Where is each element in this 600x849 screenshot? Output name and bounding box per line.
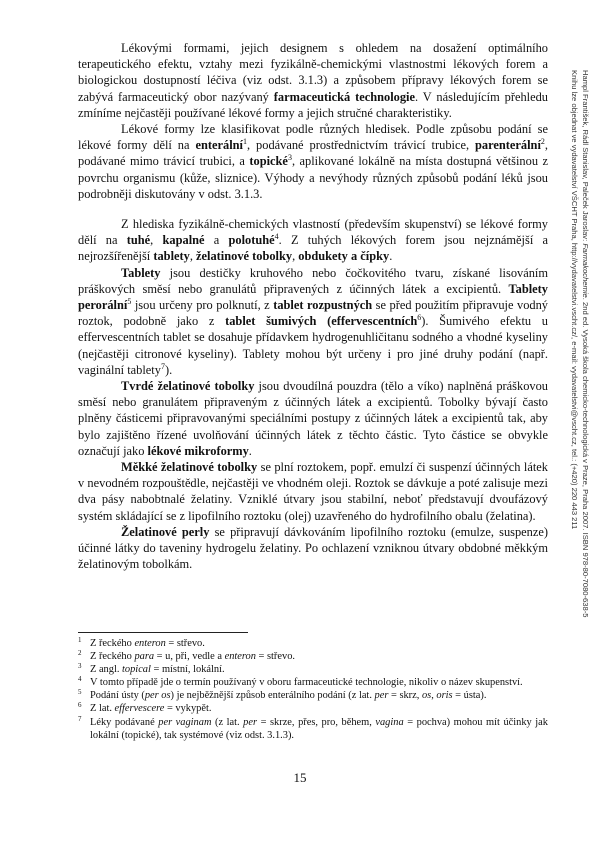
paragraph-physical-state: Z hlediska fyzikálně-chemických vlastností (především skupenství) se lékové formy dělí na tuhé, kapalné a polotuhé$^4$. Z tuhých lékových forem jsou nejznámější a nejrozšířenější tablety, želatinové tobolky, obdukety a čípky.: [78, 217, 548, 264]
footnote-ref[interactable]: 5: [127, 296, 132, 306]
term-tablet-sumivych: tablet šumivých (effervescentních: [225, 314, 418, 329]
paragraph-hard-capsules: Tvrdé želatinové tobolky jsou dvoudílná pouzdra (tělo a víko) naplněná práškovou směsí nebo granulátem připraveným z účinných látek a excipientů. Tobolky bývají často plněny částicemi připravovanými speciálními postupy z účinných látek a excipientů tak, aby bylo zajištěno řízené uvolňování účinných látek z těchto částic. Tyto částice se obvykle označují jako lékové mikroformy.: [78, 379, 548, 458]
footnote-4: 4 V tomto případě jde o termín používaný v oboru farmaceutické technologie, nikoliv o název skupenství.: [78, 675, 523, 689]
footnote-1: 1 Z řeckého enteron = střevo.: [78, 636, 205, 649]
footnote-ref[interactable]: 7: [160, 361, 165, 371]
footnotes: [78, 637, 548, 742]
term-zelatinove-tobolky: želatinové tobolky: [196, 249, 293, 264]
footnote-ref[interactable]: 3: [287, 153, 292, 163]
term-polotuhe: polotuhé: [228, 233, 275, 248]
term-topicke: topické: [249, 154, 288, 169]
footnote-divider: [78, 632, 248, 633]
term-parenteralni: parenterální: [475, 138, 541, 153]
footnote-3: 3 Z angl. topical = místní, lokální.: [78, 662, 225, 676]
term-tablety: Tablety: [121, 265, 161, 280]
footnote-2: 2 Z řeckého para = u, při, vedle a enteron = střevo.: [78, 649, 295, 663]
main-text: [78, 40, 548, 573]
term-enteralni: enterální: [195, 138, 243, 153]
footnote-5: 5 Podání ústy (per os) je nejběžnější způsob enterálního podání (z lat. per = skrz, os, oris = ústa).: [78, 688, 487, 702]
term-tablety: tablety: [153, 249, 190, 264]
term-zelatinove-perly: Želatinové perly: [121, 524, 210, 539]
paragraph-intro: Lékovými formami, jejich designem s ohledem na dosažení optimálního terapeutického efektu, vztahy mezi fyzikálně-chemickými vlastnostmi lékových forem a biologickou dostupností léčiva (viz odst. 3.1.3) a způsobem přípravy lékových forem se zabývá farmaceutický obor nazývaný farmaceutická technologie. V následujícím přehledu zmíníme nejčastěji používané lékové formy a jejich stručné charakteristiky.: [78, 41, 548, 120]
footnote-7: 7 Léky podávané per vaginam (z lat. per = skrze, přes, pro, během, vagina = pochva) mohou mít účinky jak lokální (topické), tak systémové (viz odst. 3.1.3).: [78, 714, 548, 741]
term-lekove-mikroformy: lékové mikroformy: [147, 443, 249, 458]
paragraph-tablets: Tablety jsou destičky kruhového nebo čočkovitého tvaru, získané lisováním práškových směsí nebo granulátů připravených z účinných látek a excipientů. Tablety perorální$^5$ jsou určeny pro polknutí, z tablet rozpustných se před použitím připravuje vodný roztok, podobně jako z tablet šumivých (effervescentních$^6$). Šumivého efektu u effervescentních tablet se dosahuje přídavkem hydrogenuhličitanu sodného a vhodné kyseliny (nejčastěji citronové kyseliny). Tablety mohou být určeny i pro jiné druhy podání (např. vaginální tablety$^7$).: [78, 265, 548, 377]
citation-line: Hampl František, Rádl Stanislav, Paleček Jaroslav: Farmakochemie. 2nd ed. Vysoká škola chemicko-technologická v Praze, Praha 2007. ISBN 978-80-7080-638-5: [581, 70, 590, 618]
term-obdukety-cipky: obdukety a čípky: [298, 249, 390, 264]
order-info-line: Knihu lze objednat ve vydavatelství VŠCHT Praha, http://vydavatelstvi.vscht.cz/, e-mail: vydavatelstvi@vscht.cz, tel.: (+420) 220 443 211: [570, 70, 579, 530]
footnote-6: 6 Z lat. effervescere = vykypět.: [78, 701, 212, 715]
term-tuhe: tuhé: [126, 233, 151, 248]
footnote-ref[interactable]: 1: [242, 137, 247, 147]
footnote-ref[interactable]: 4: [274, 232, 279, 242]
term-tablet-rozpustnych: tablet rozpustných: [273, 298, 373, 313]
term-tvrde-zelatinove-tobolky: Tvrdé želatinové tobolky: [121, 379, 255, 394]
footnote-ref[interactable]: 2: [540, 137, 545, 147]
term-farmaceuticka-technologie: farmaceutická technologie: [273, 89, 415, 104]
term-mekke-zelatinove-tobolky: Měkké želatinové tobolky: [121, 460, 258, 475]
term-kapalne: kapalné: [162, 233, 205, 248]
term-tablety-peroralni: Tablety perorální: [78, 281, 548, 313]
page-number: 15: [293, 770, 307, 785]
paragraph-soft-capsules: Měkké želatinové tobolky se plní roztokem, popř. emulzí či suspenzí účinných látek v nevodném rozpouštědle, nejčastěji ve vhodném oleji. Roztok se dávkuje a poté zalisuje mezi dva pásy nabobtnalé želatiny. Vzniklé útvary jsou stabilní, neboť představují dvoufázový systém skládající se z lipofilního roztoku (olej) uzavřeného do hydrofilního obalu (želatina).: [78, 460, 548, 523]
footnote-ref[interactable]: 6: [417, 313, 422, 323]
paragraph-classification: Lékové formy lze klasifikovat podle různých hledisek. Podle způsobu podání se lékové formy dělí na enterální$^1$, podávané prostřednictvím trávicí trubice, parenterální$^2$, podávané mimo trávicí trubici, a topické$^3$, aplikované lokálně na místa dostupná většinou z povrchu organismu (kůže, sliznice). Výhody a nevýhody různých způsobů podání léků jsou podrobněji diskutovány v odst. 3.1.3.: [78, 122, 548, 201]
paragraph-pearls: Želatinové perly se připravují dávkováním lipofilního roztoku (emulze, suspenze) účinné látky do taveniny hydrogelu želatiny. Po ochlazení vzniknou útvary obdobné měkkým želatinovým tobolkám.: [78, 524, 548, 572]
citation-sidebar: [565, 70, 591, 690]
